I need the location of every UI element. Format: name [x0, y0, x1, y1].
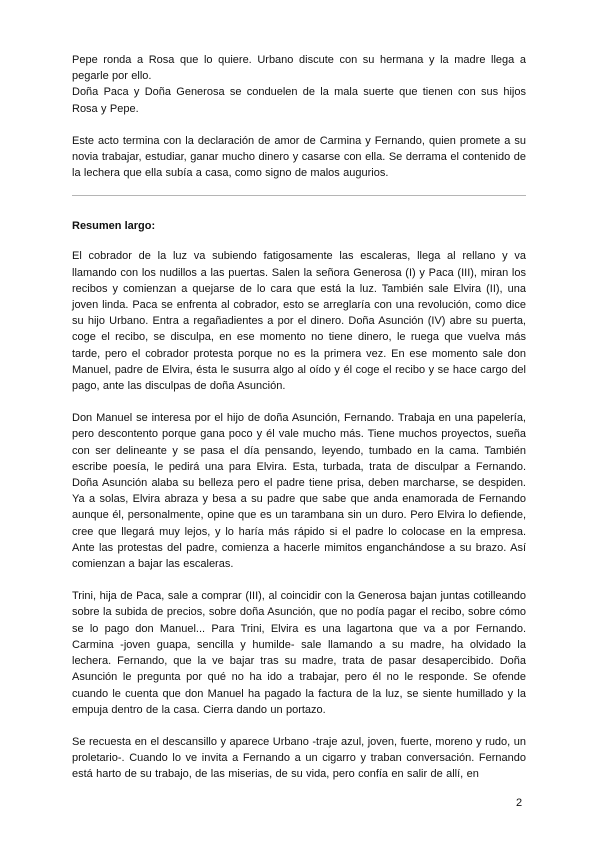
- intro-paragraph-3: Este acto termina con la declaración de amor de Carmina y Fernando, quien promete a su novia trabajar, estudiar, ganar mucho dinero y casarse con ella. Se derrama el contenido de la lechera que ella subía a casa, como signo de malos augurios.: [72, 134, 526, 180]
- section-divider: [72, 195, 526, 196]
- summary-paragraph-3: Trini, hija de Paca, sale a comprar (III), al coincidir con la Generosa bajan juntas cotilleando sobre la subida de precios, sobre doña Asunción, que no podía pagar el recibo, sobre cómo se lo pago don Manuel... Para Trini, Elvira es una lagartona que va a por Fernando. Carmina -joven guapa, sencilla y humilde- sale llamando a su madre, ha olvidado la lechera. Fernando, que la ve bajar tras su madre, trata de pasar desapercibido. Doña Asunción le pregunta por qué no ha ido a trabajar, pero él no le responde. Se ofende cuando le cuenta que don Manuel ha pagado la factura de la luz, se siente humillado y la empuja dentro de la casa. Cierra dando un portazo.: [72, 590, 526, 716]
- summary-paragraph-1: El cobrador de la luz va subiendo fatigosamente las escaleras, llega al rellano y va llamando con los nudillos a las puertas. Salen la señora Generosa (I) y Paca (III), miran los recibos y comienzan a quejarse de lo cara que está la luz. También sale Elvira (II), una joven linda. Paca se enfrenta al cobrador, esto se arreglaría con una revolución, como dice su hijo Urbano. Entra a regañadientes a por el dinero. Doña Asunción (IV) abre su puerta, coge el recibo, se disculpa, en ese momento no tiene dinero, le ruega que vuelva más tarde, pero el cobrador protesta porque no es la primera vez. En ese momento sale don Manuel, padre de Elvira, ésta le susurra algo al oído y él coge el recibo y se hace cargo del pago, ante las disculpas de doña Asunción.: [72, 250, 526, 393]
- spacer: [72, 117, 526, 133]
- page-number: 2: [516, 797, 523, 809]
- spacer: [72, 394, 526, 410]
- section-heading: Resumen largo:: [72, 220, 156, 233]
- intro-paragraph-2: Doña Paca y Doña Generosa se conduelen de la mala suerte que tienen con sus hijos Rosa y Pepe.: [72, 86, 526, 115]
- summary-paragraph-2: Don Manuel se interesa por el hijo de doña Asunción, Fernando. Trabaja en una papelería, pero descontento porque gana poco y él vale mucho más. Tiene muchos proyectos, sueña con ser delineante y se pasa el día pensando, leyendo, tumbado en la cama. También escribe poesía, le pedirá una para Elvira. Esta, turbada, trata de disculpar a Fernando. Doña Asunción alaba su belleza pero el padre tiene prisa, deben marcharse, se despiden. Ya a solas, Elvira abraza y besa a su padre que sabe que anda enamorada de Fernando aunque él, personalmente, opine que es un tarambana sin un duro. Pero Elvira lo defiende, cree que llegará muy lejos, y lo haría más rápido si el padre lo colocase en la empresa. Ante las protestas del padre, comienza a hacerle mimitos enganchándose a su brazo. Así comienzan a bajar las escaleras.: [72, 412, 526, 571]
- summary-paragraph-4: Se recuesta en el descansillo y aparece Urbano -traje azul, joven, fuerte, moreno y rudo, un proletario-. Cuando lo ve invita a Fernando a un cigarro y traban conversación. Fernando está harto de su trabajo, de las miserias, de su vida, pero confía en salir de allí, en: [72, 735, 526, 781]
- spacer: [72, 572, 526, 588]
- spacer: [72, 718, 526, 734]
- page-content: [72, 52, 526, 783]
- intro-paragraph-1: Pepe ronda a Rosa que lo quiere. Urbano discute con su hermana y la madre llega a pegarle por ello.: [72, 54, 526, 83]
